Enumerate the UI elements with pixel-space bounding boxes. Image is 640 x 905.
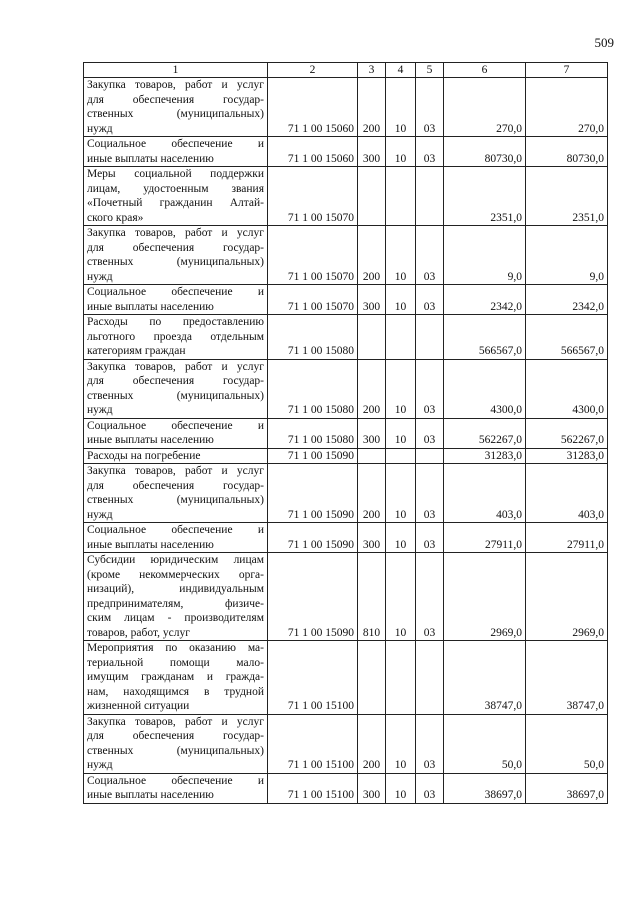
subsection-cell: 03 xyxy=(416,418,444,448)
table-row xyxy=(84,553,608,641)
row-name-line: нужд xyxy=(87,508,113,521)
expense-type-cell: 200 xyxy=(358,464,386,523)
row-name-cell xyxy=(84,78,268,137)
section-cell xyxy=(386,315,416,360)
expense-type-cell xyxy=(358,315,386,360)
expense-type-cell: 200 xyxy=(358,714,386,773)
amount-col7-cell: 38697,0 xyxy=(526,773,608,803)
expense-type-cell: 300 xyxy=(358,418,386,448)
row-name-line: Закупка товаров, работ и услуг xyxy=(87,360,264,373)
subsection-cell: 03 xyxy=(416,285,444,315)
row-name-line: лицам, удостоенным звания xyxy=(87,182,264,195)
budget-code-cell: 71 1 00 15080 xyxy=(268,315,358,360)
budget-code-cell: 71 1 00 15070 xyxy=(268,167,358,226)
section-cell: 10 xyxy=(386,226,416,285)
row-name-line: Социальное обеспечение и xyxy=(87,286,264,298)
subsection-cell: 03 xyxy=(416,78,444,137)
column-header: 6 xyxy=(444,63,526,78)
subsection-cell xyxy=(416,167,444,226)
amount-col6-cell: 4300,0 xyxy=(444,359,526,418)
row-name-line: Социальное обеспечение и xyxy=(87,774,264,787)
amount-col6-cell: 566567,0 xyxy=(444,315,526,360)
row-name-cell xyxy=(84,464,268,523)
expense-type-cell: 300 xyxy=(358,137,386,167)
row-name-line: для обеспечения государ- xyxy=(87,241,264,254)
row-name-line: нужд xyxy=(87,270,113,283)
row-name-line: льготного проезда отдельным xyxy=(87,330,264,343)
amount-col7-cell: 2351,0 xyxy=(526,167,608,226)
section-cell: 10 xyxy=(386,359,416,418)
section-cell: 10 xyxy=(386,137,416,167)
amount-col6-cell: 2351,0 xyxy=(444,167,526,226)
table-row xyxy=(84,78,608,137)
column-header: 4 xyxy=(386,63,416,78)
section-cell: 10 xyxy=(386,714,416,773)
row-name-line: нужд xyxy=(87,404,113,416)
budget-code-cell: 71 1 00 15060 xyxy=(268,78,358,137)
budget-code-cell: 71 1 00 15080 xyxy=(268,359,358,418)
row-name-line: териальной помощи мало- xyxy=(87,656,264,669)
amount-col6-cell: 2342,0 xyxy=(444,285,526,315)
amount-col6-cell: 562267,0 xyxy=(444,418,526,448)
table-row xyxy=(84,523,608,553)
row-name-line: Закупка товаров, работ и услуг xyxy=(87,79,264,91)
row-name-cell xyxy=(84,553,268,641)
amount-col7-cell: 80730,0 xyxy=(526,137,608,167)
table-row xyxy=(84,464,608,523)
subsection-cell xyxy=(416,641,444,715)
row-name-line: Закупка товаров, работ и услуг xyxy=(87,227,264,239)
row-name-cell xyxy=(84,315,268,360)
row-name-line: категориям граждан xyxy=(87,345,186,357)
table-row xyxy=(84,418,608,448)
row-name-line: (кроме некоммерческих орга- xyxy=(87,568,264,581)
row-name-line: иные выплаты населению xyxy=(87,434,214,446)
amount-col6-cell: 403,0 xyxy=(444,464,526,523)
table-row xyxy=(84,137,608,167)
amount-col7-cell: 270,0 xyxy=(526,78,608,137)
row-name-line: низаций), индивидуальным xyxy=(87,583,264,595)
row-name-line: нам, находящимся в трудной xyxy=(87,685,264,698)
row-name-line: Меры социальной поддержки xyxy=(87,168,264,180)
budget-code-cell: 71 1 00 15090 xyxy=(268,553,358,641)
row-name-line: ственных (муниципальных) xyxy=(87,256,264,268)
row-name-line: ственных (муниципальных) xyxy=(87,389,264,402)
budget-code-cell: 71 1 00 15090 xyxy=(268,464,358,523)
expense-type-cell xyxy=(358,448,386,464)
table-row xyxy=(84,773,608,803)
subsection-cell: 03 xyxy=(416,359,444,418)
column-header: 1 xyxy=(84,63,268,78)
column-header: 2 xyxy=(268,63,358,78)
table-row xyxy=(84,359,608,418)
section-cell: 10 xyxy=(386,464,416,523)
expense-type-cell: 810 xyxy=(358,553,386,641)
budget-table xyxy=(83,62,608,804)
row-name-line: ского края» xyxy=(87,211,144,224)
amount-col7-cell: 4300,0 xyxy=(526,359,608,418)
row-name-line: для обеспечения государ- xyxy=(87,375,264,387)
amount-col6-cell: 9,0 xyxy=(444,226,526,285)
section-cell xyxy=(386,167,416,226)
row-name-line: Расходы по предоставлению xyxy=(87,316,264,328)
row-name-line: товаров, работ, услуг xyxy=(87,626,190,639)
row-name-cell xyxy=(84,418,268,448)
row-name-line: ским лицам - производителям xyxy=(87,612,264,624)
row-name-cell xyxy=(84,226,268,285)
amount-col7-cell: 50,0 xyxy=(526,714,608,773)
section-cell xyxy=(386,448,416,464)
expense-type-cell xyxy=(358,641,386,715)
subsection-cell: 03 xyxy=(416,773,444,803)
subsection-cell xyxy=(416,315,444,360)
row-name-line: ственных (муниципальных) xyxy=(87,744,264,757)
budget-code-cell: 71 1 00 15080 xyxy=(268,418,358,448)
amount-col7-cell: 31283,0 xyxy=(526,448,608,464)
subsection-cell xyxy=(416,448,444,464)
amount-col7-cell: 403,0 xyxy=(526,464,608,523)
row-name-cell xyxy=(84,448,268,464)
amount-col6-cell: 31283,0 xyxy=(444,448,526,464)
subsection-cell: 03 xyxy=(416,137,444,167)
row-name-line: ственных (муниципальных) xyxy=(87,494,264,506)
row-name-line: ственных (муниципальных) xyxy=(87,108,264,120)
row-name-line: «Почетный гражданин Алтай- xyxy=(87,197,264,209)
row-name-line: жизненной ситуации xyxy=(87,700,190,712)
row-name-line: иные выплаты населению xyxy=(87,538,214,551)
page-number: 509 xyxy=(594,35,614,50)
row-name-line: Социальное обеспечение и xyxy=(87,138,264,150)
budget-code-cell: 71 1 00 15100 xyxy=(268,714,358,773)
column-header: 3 xyxy=(358,63,386,78)
amount-col7-cell: 27911,0 xyxy=(526,523,608,553)
expense-type-cell: 300 xyxy=(358,285,386,315)
budget-code-cell: 71 1 00 15090 xyxy=(268,523,358,553)
row-name-line: Мероприятия по оказанию ма- xyxy=(87,642,264,654)
row-name-line: иные выплаты населению xyxy=(87,300,214,313)
row-name-cell xyxy=(84,773,268,803)
row-name-cell xyxy=(84,641,268,715)
amount-col7-cell: 9,0 xyxy=(526,226,608,285)
amount-col6-cell: 270,0 xyxy=(444,78,526,137)
table-header-row xyxy=(84,63,608,78)
section-cell: 10 xyxy=(386,78,416,137)
column-header: 7 xyxy=(526,63,608,78)
row-name-cell xyxy=(84,714,268,773)
row-name-line: нужд xyxy=(87,122,113,135)
column-header: 5 xyxy=(416,63,444,78)
subsection-cell: 03 xyxy=(416,226,444,285)
row-name-line: Расходы на погребение xyxy=(87,449,201,462)
amount-col6-cell: 27911,0 xyxy=(444,523,526,553)
expense-type-cell: 200 xyxy=(358,226,386,285)
section-cell: 10 xyxy=(386,418,416,448)
row-name-line: для обеспечения государ- xyxy=(87,730,264,742)
expense-type-cell: 200 xyxy=(358,78,386,137)
expense-type-cell: 200 xyxy=(358,359,386,418)
table-row xyxy=(84,448,608,464)
amount-col6-cell: 38697,0 xyxy=(444,773,526,803)
budget-code-cell: 71 1 00 15070 xyxy=(268,285,358,315)
subsection-cell: 03 xyxy=(416,464,444,523)
row-name-cell xyxy=(84,137,268,167)
row-name-cell xyxy=(84,359,268,418)
row-name-cell xyxy=(84,523,268,553)
amount-col6-cell: 38747,0 xyxy=(444,641,526,715)
table-row xyxy=(84,315,608,360)
row-name-line: предпринимателям, физиче- xyxy=(87,597,264,610)
table-row xyxy=(84,641,608,715)
budget-code-cell: 71 1 00 15100 xyxy=(268,773,358,803)
amount-col7-cell: 38747,0 xyxy=(526,641,608,715)
section-cell: 10 xyxy=(386,523,416,553)
row-name-line: иные выплаты населению xyxy=(87,789,214,801)
subsection-cell: 03 xyxy=(416,714,444,773)
table-row xyxy=(84,285,608,315)
amount-col6-cell: 2969,0 xyxy=(444,553,526,641)
row-name-line: для обеспечения государ- xyxy=(87,479,264,492)
budget-code-cell: 71 1 00 15090 xyxy=(268,448,358,464)
budget-code-cell: 71 1 00 15070 xyxy=(268,226,358,285)
section-cell: 10 xyxy=(386,553,416,641)
budget-code-cell: 71 1 00 15100 xyxy=(268,641,358,715)
amount-col7-cell: 562267,0 xyxy=(526,418,608,448)
expense-type-cell: 300 xyxy=(358,773,386,803)
row-name-cell xyxy=(84,285,268,315)
subsection-cell: 03 xyxy=(416,553,444,641)
expense-type-cell xyxy=(358,167,386,226)
section-cell: 10 xyxy=(386,773,416,803)
section-cell xyxy=(386,641,416,715)
amount-col7-cell: 2969,0 xyxy=(526,553,608,641)
amount-col6-cell: 80730,0 xyxy=(444,137,526,167)
budget-code-cell: 71 1 00 15060 xyxy=(268,137,358,167)
subsection-cell: 03 xyxy=(416,523,444,553)
table-row xyxy=(84,226,608,285)
table-row xyxy=(84,714,608,773)
row-name-line: нужд xyxy=(87,759,113,771)
row-name-line: Социальное обеспечение и xyxy=(87,419,264,432)
row-name-line: иные выплаты населению xyxy=(87,152,214,165)
expense-type-cell: 300 xyxy=(358,523,386,553)
row-name-line: Субсидии юридическим лицам xyxy=(87,554,264,566)
amount-col7-cell: 2342,0 xyxy=(526,285,608,315)
row-name-line: Закупка товаров, работ и услуг xyxy=(87,715,264,728)
amount-col6-cell: 50,0 xyxy=(444,714,526,773)
row-name-line: Закупка товаров, работ и услуг xyxy=(87,465,264,477)
row-name-line: имущим гражданам и гражда- xyxy=(87,671,264,683)
table-row xyxy=(84,167,608,226)
row-name-cell xyxy=(84,167,268,226)
row-name-line: для обеспечения государ- xyxy=(87,93,264,106)
amount-col7-cell: 566567,0 xyxy=(526,315,608,360)
row-name-line: Социальное обеспечение и xyxy=(87,524,264,536)
section-cell: 10 xyxy=(386,285,416,315)
